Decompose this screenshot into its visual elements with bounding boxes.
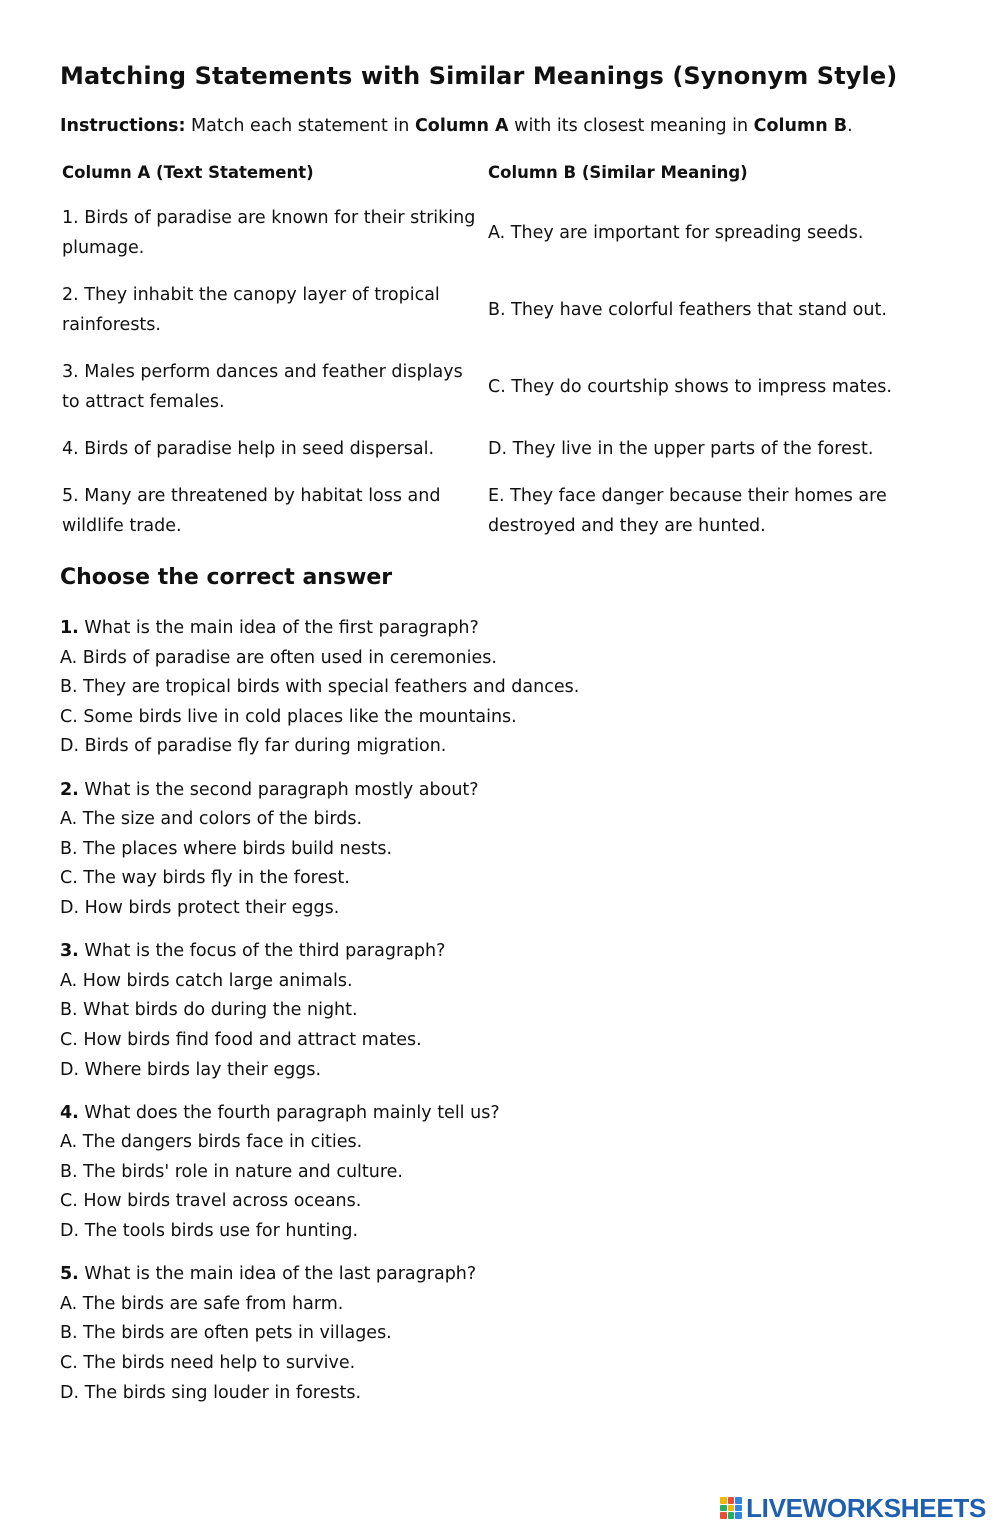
instructions-column-b: Column B (753, 116, 848, 136)
question-2 (60, 776, 579, 924)
answer-option[interactable]: C. How birds travel across oceans. (60, 1191, 362, 1212)
table-row (60, 200, 920, 277)
question-stem (60, 937, 579, 967)
question-number: 5. (60, 1264, 79, 1285)
answer-option[interactable]: D. The tools birds use for hunting. (60, 1221, 359, 1242)
column-b-meaning: C. They do courtship shows to impress mates. (488, 377, 892, 397)
answer-option[interactable]: D. Where birds lay their eggs. (60, 1059, 322, 1080)
liveworksheets-logo[interactable] (720, 1494, 986, 1522)
column-a-statement: 5. Many are threatened by habitat loss and wildlife trade. (62, 486, 441, 536)
answer-option[interactable]: D. How birds protect their eggs. (60, 897, 340, 918)
question-number: 2. (60, 779, 79, 800)
answer-option[interactable]: A. The birds are safe from harm. (60, 1293, 344, 1314)
logo-tile (720, 1512, 727, 1519)
column-a-statement: 1. Birds of paradise are known for their striking plumage. (62, 208, 476, 258)
liveworksheets-logo-icon (720, 1497, 742, 1519)
table-row (60, 277, 920, 354)
answer-option[interactable]: B. The birds are often pets in villages. (60, 1323, 392, 1344)
matching-table (60, 152, 920, 555)
instructions-column-a: Column A (414, 116, 509, 136)
table-row (60, 354, 920, 431)
answer-option[interactable]: A. How birds catch large animals. (60, 970, 353, 991)
answer-option[interactable]: B. They are tropical birds with special feathers and dances. (60, 677, 580, 698)
answer-option[interactable]: A. Birds of paradise are often used in ceremonies. (60, 647, 497, 668)
quiz-questions (60, 614, 579, 1422)
answer-option[interactable]: C. The way birds fly in the forest. (60, 868, 350, 889)
column-a-header: Column A (Text Statement) (62, 163, 314, 182)
question-1 (60, 614, 579, 762)
quiz-heading: Choose the correct answer (60, 565, 393, 590)
answer-option[interactable]: B. The places where birds build nests. (60, 838, 393, 859)
logo-tile (735, 1505, 742, 1512)
answer-option[interactable]: D. Birds of paradise fly far during migration. (60, 736, 447, 757)
question-number: 1. (60, 618, 79, 638)
question-text: What does the fourth paragraph mainly tell us? (78, 1102, 500, 1123)
column-a-statement: 3. Males perform dances and feather displays to attract females. (62, 362, 463, 412)
answer-option[interactable]: A. The dangers birds face in cities. (60, 1132, 363, 1153)
question-stem (60, 776, 579, 806)
column-b-meaning: A. They are important for spreading seeds. (488, 223, 864, 243)
question-3 (60, 937, 579, 1085)
question-5 (60, 1260, 579, 1408)
answer-option[interactable]: D. The birds sing louder in forests. (60, 1382, 362, 1403)
column-b-meaning: B. They have colorful feathers that stand out. (488, 300, 887, 320)
matching-table-header (60, 152, 920, 200)
question-text: What is the main idea of the last paragraph? (78, 1264, 477, 1285)
logo-tile (728, 1497, 735, 1504)
answer-option[interactable]: A. The size and colors of the birds. (60, 809, 363, 830)
liveworksheets-logo-text: LIVEWORKSHEETS (746, 1492, 986, 1523)
logo-tile (735, 1512, 742, 1519)
question-text: What is the focus of the third paragraph? (78, 941, 446, 962)
column-b-meaning: E. They face danger because their homes are destroyed and they are hunted. (488, 486, 887, 536)
instructions-label: Instructions: (60, 116, 186, 136)
answer-option[interactable]: C. How birds find food and attract mates. (60, 1029, 422, 1050)
column-b-header: Column B (Similar Meaning) (488, 163, 748, 182)
instructions (60, 116, 853, 136)
question-stem (60, 1260, 579, 1290)
column-a-statement: 2. They inhabit the canopy layer of tropical rainforests. (62, 285, 440, 335)
logo-tile (720, 1505, 727, 1512)
question-4 (60, 1099, 579, 1247)
instructions-text-1: Match each statement in (185, 116, 415, 136)
logo-tile (728, 1505, 735, 1512)
column-b-meaning: D. They live in the upper parts of the forest. (488, 439, 874, 459)
answer-option[interactable]: C. The birds need help to survive. (60, 1353, 356, 1374)
table-row (60, 478, 920, 555)
question-number: 4. (60, 1102, 79, 1123)
question-text: What is the main idea of the first paragraph? (78, 618, 479, 638)
logo-tile (728, 1512, 735, 1519)
table-row (60, 431, 920, 478)
question-text: What is the second paragraph mostly about? (78, 779, 479, 800)
question-stem (60, 1099, 579, 1129)
answer-option[interactable]: C. Some birds live in cold places like the mountains. (60, 706, 517, 727)
logo-tile (735, 1497, 742, 1504)
question-stem (60, 614, 579, 644)
answer-option[interactable]: B. What birds do during the night. (60, 1000, 358, 1021)
column-a-statement: 4. Birds of paradise help in seed dispersal. (62, 439, 435, 459)
logo-tile (720, 1497, 727, 1504)
instructions-text-3: . (847, 116, 853, 136)
worksheet-title: Matching Statements with Similar Meanings (Synonym Style) (60, 62, 898, 90)
question-number: 3. (60, 941, 79, 962)
answer-option[interactable]: B. The birds' role in nature and culture. (60, 1161, 403, 1182)
instructions-text-2: with its closest meaning in (508, 116, 754, 136)
